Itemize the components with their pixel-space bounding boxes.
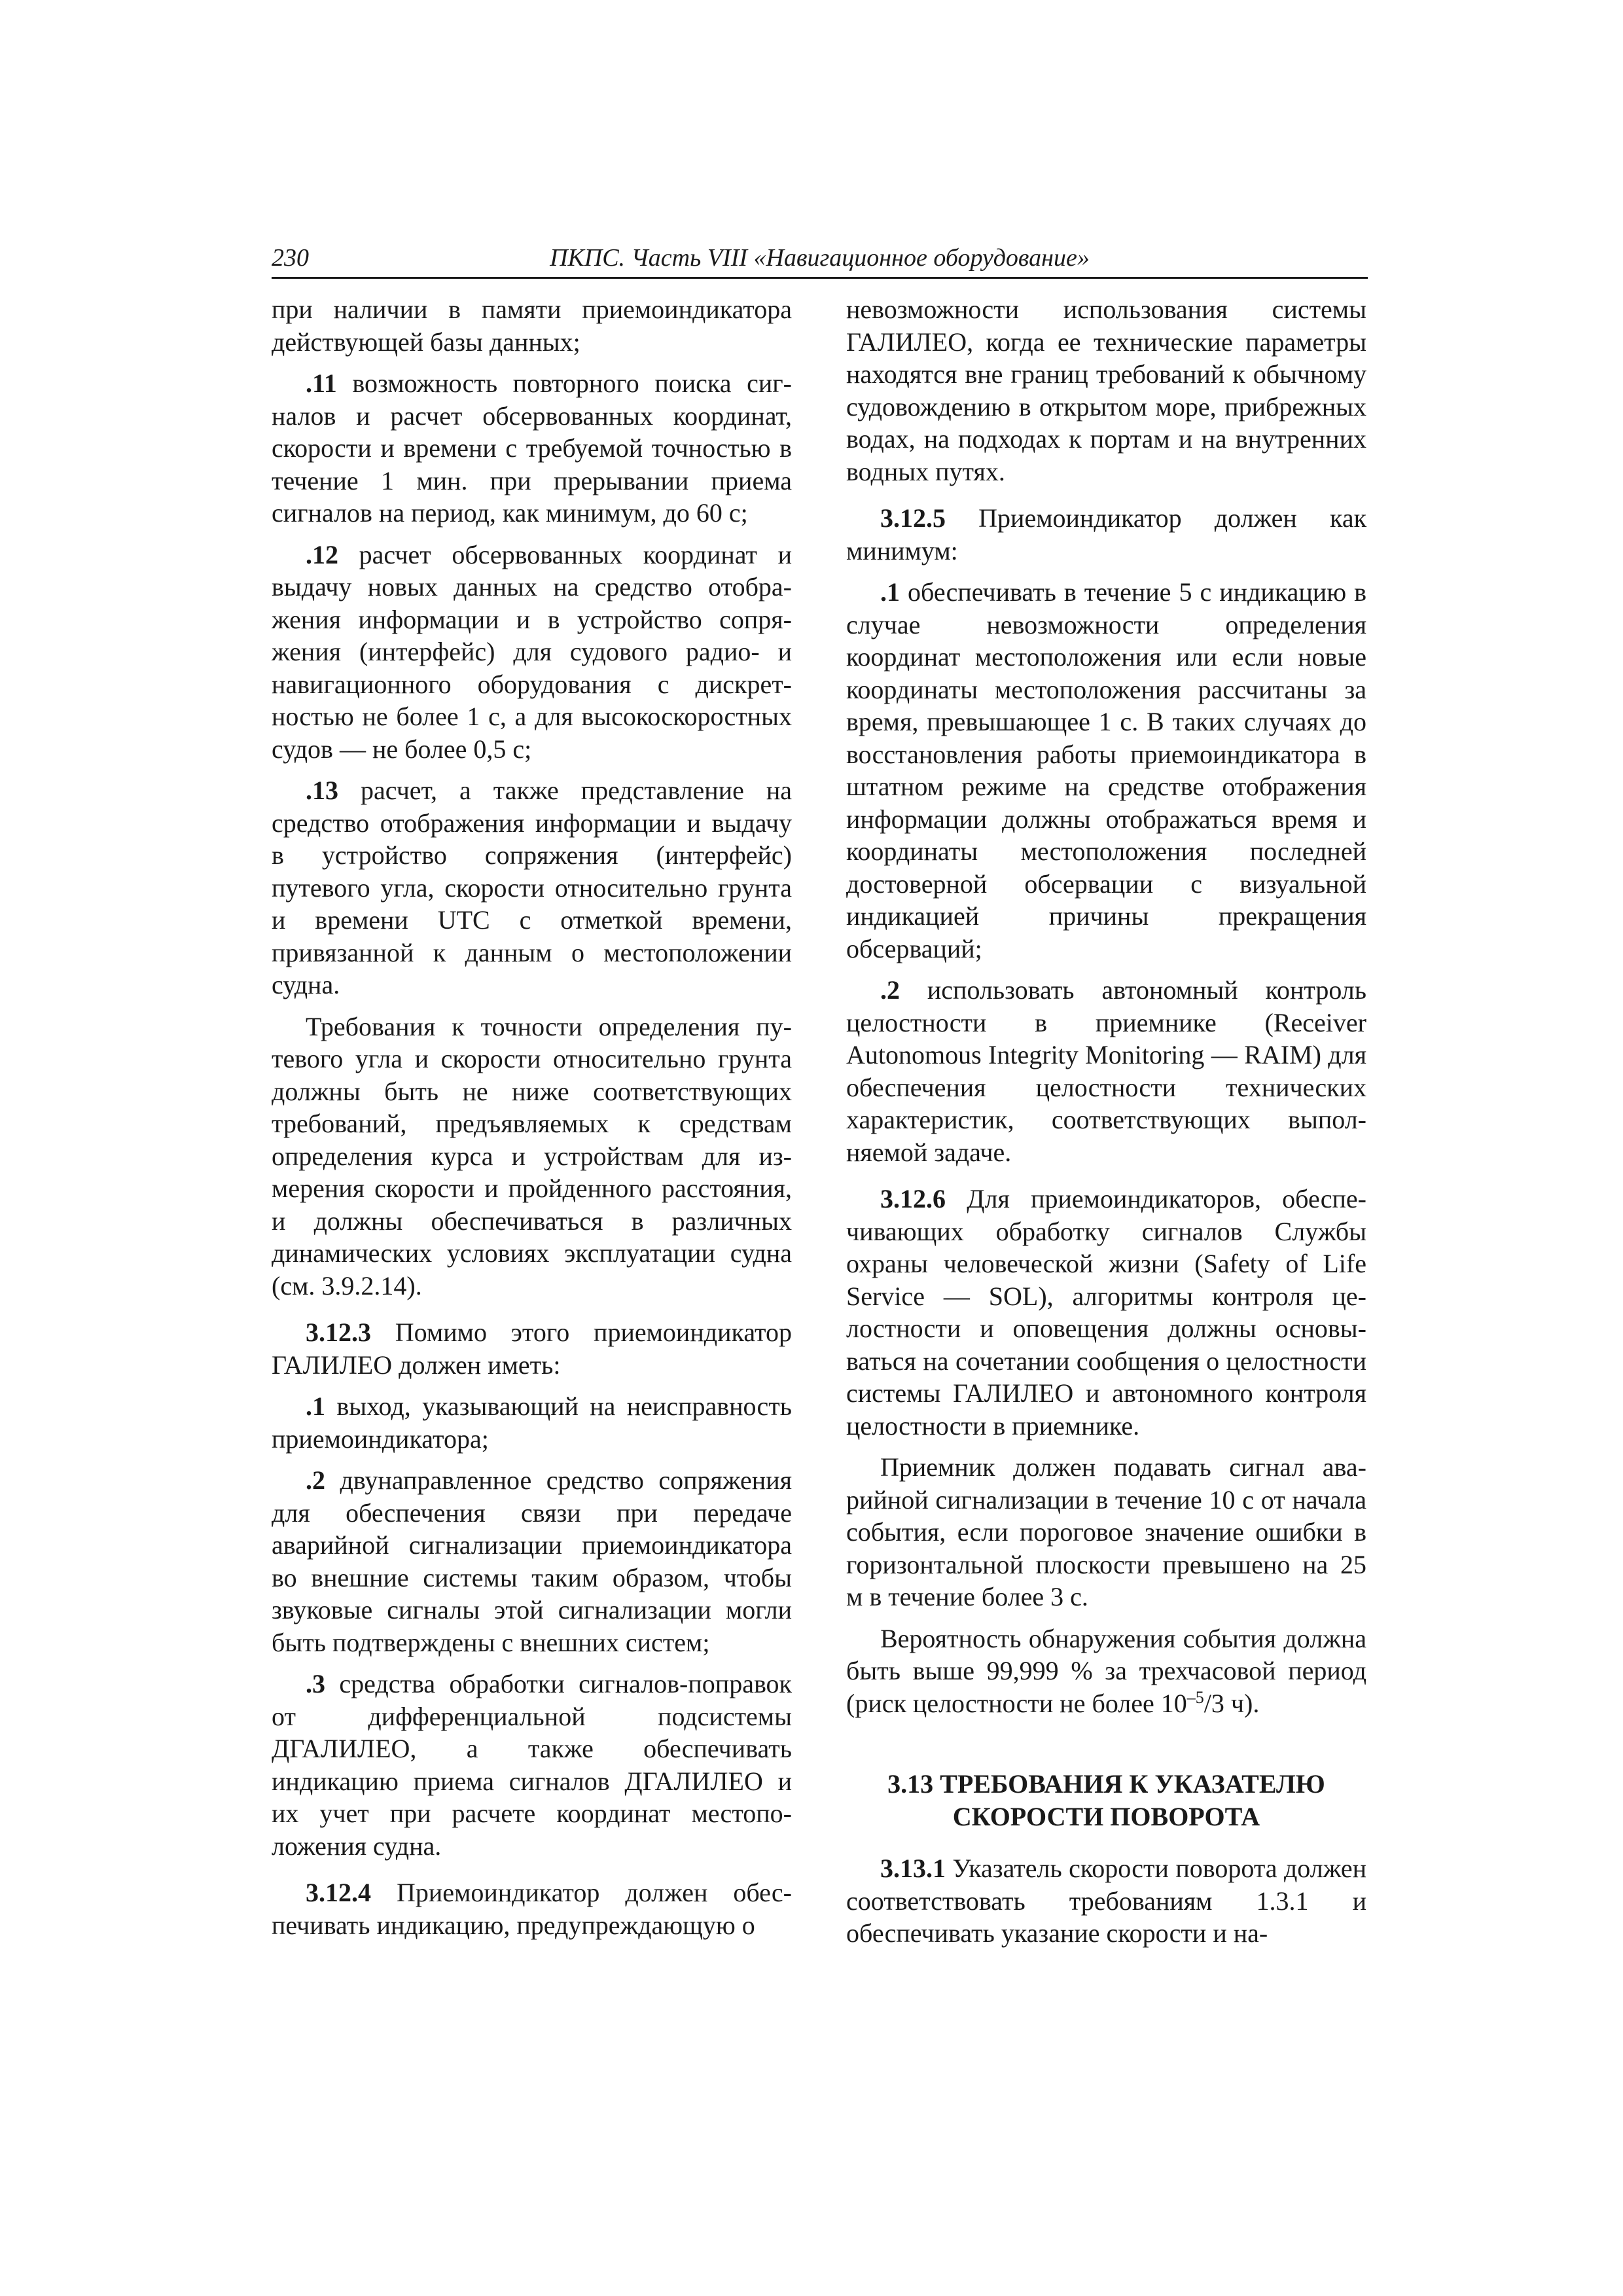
paragraph-3-13-1 — [846, 1852, 1366, 1950]
section-number: 3.12.4 — [306, 1878, 371, 1907]
paragraph-text: средства обработки сигналов-поправок от дифференциальной подсистемы ДГАЛИЛЕО, а также обеспечивать индикацию приема сигналов ДГАЛИЛЕО и их учет при расчете координат местоположения судна. — [272, 1669, 792, 1861]
paragraph-item-2 — [272, 1464, 792, 1659]
paragraph-text: Требования к точности определения путевого угла и скорости относительно грунта должны быть не ниже соответствующих требований, предъявляемых к средствам определения курса и устройствам для измерения скорости и пройденного расстояния, и должны обеспечиваться в различных динамических условиях эксплуатации судна (см. 3.9.2.14). — [272, 1011, 792, 1300]
section-heading-3-13 — [846, 1768, 1366, 1833]
heading-line: СКОРОСТИ ПОВОРОТА — [952, 1801, 1260, 1831]
paragraph-3-12-6 — [846, 1183, 1366, 1442]
paragraph-text: Приемоиндикатор должен как минимум: — [846, 503, 1366, 565]
paragraph-text: расчет обсервованных координат и выдачу новых данных на средство отображения информации и в устройство сопряжения (интерфейс) для судового радио- и навигационного оборудования с дискретностью не более 1 с, а для высокоскоростных судов — не более 0,5 с; — [272, 539, 792, 764]
paragraph-text: /3 ч). — [1204, 1688, 1260, 1718]
paragraph-text: Вероятность обнаружения события должна быть выше 99,999 % за трехчасовой период (риск целостности не более 10 — [846, 1623, 1366, 1718]
paragraph-item-1 — [846, 576, 1366, 965]
paragraph — [272, 293, 792, 358]
item-number: .2 — [880, 975, 900, 1005]
paragraph-text: невозможности использования системы ГАЛИЛЕО, когда ее технические параметры находятся вне границ требований к обычному судовождению в открытом море, прибрежных водах, на подходах к портам и на внутренних водных путях. — [846, 295, 1366, 486]
paragraph-text: при наличии в памяти приемоиндикатора действующей базы данных; — [272, 295, 792, 357]
paragraph-text: Указатель скорости поворота должен соответствовать требованиям 1.3.1 и обеспечивать указание скорости и на- — [846, 1854, 1366, 1948]
paragraph-text: выход, указывающий на неисправность приемоиндикатора; — [272, 1391, 792, 1454]
page-number: 230 — [272, 244, 309, 272]
paragraph — [846, 293, 1366, 488]
item-number: .12 — [306, 539, 338, 569]
section-number: 3.13.1 — [880, 1854, 946, 1883]
paragraph-text: двунаправленное средство сопряжения для обеспечения связи при передаче аварийной сигнализации приемоиндикатора во внешние системы таким образом, чтобы звуковые сигналы этой сигнализации могли быть подтверждены с внешних систем; — [272, 1465, 792, 1657]
paragraph-text: обеспечивать в течение 5 с индикацию в случае невозможности определения координат местоположения или если новые координаты местоположения рассчитаны за время, превышающее 1 с. В таких случаях до восстановления работы приемоиндикатора в штатном режиме на средстве отображения информации должны отображаться время и координаты местоположения последней достоверной обсервации с визуальной индикацией причины прекращения обсерваций; — [846, 577, 1366, 963]
paragraph — [846, 1451, 1366, 1613]
superscript: –5 — [1186, 1687, 1204, 1707]
paragraph-item-3 — [272, 1668, 792, 1862]
paragraph-text: Для приемоиндикаторов, обеспечивающих обработку сигналов Службы охраны человеческой жизни (Safety of Life Service — SOL), алгоритмы контроля целостности и оповещения должны основываться на сочетании сообщения о целостности системы ГАЛИЛЕО и автономного контроля целостности в приемнике. — [846, 1184, 1366, 1441]
paragraph-3-12-3 — [272, 1316, 792, 1381]
item-number: .2 — [306, 1465, 325, 1495]
item-number: .11 — [306, 368, 337, 398]
item-number: .1 — [880, 577, 900, 607]
left-column — [272, 293, 792, 1950]
paragraph-item-13 — [272, 774, 792, 1001]
paragraph-text: возможность повторного поиска сигналов и расчет обсервованных координат, скорости и времени с требуемой точностью в течение 1 мин. при прерывании приема сигналов на период, как минимум, до 60 с; — [272, 368, 792, 528]
item-number: .13 — [306, 776, 338, 805]
paragraph-item-1 — [272, 1390, 792, 1455]
section-number: 3.12.5 — [880, 503, 946, 533]
paragraph-text: использовать автономный контроль целостности в приемнике (Receiver Autonomous Integrity Monitoring — RAIM) для обеспечения целостности технических характеристик, соответствующих выполняемой задаче. — [846, 975, 1366, 1167]
paragraph-3-12-5 — [846, 502, 1366, 567]
paragraph-text: Приемоиндикатор должен обеспечивать индикацию, предупреждающую о — [272, 1878, 792, 1940]
running-title: ПКПС. Часть VIII «Навигационное оборудование» — [550, 244, 1090, 272]
paragraph-item-2 — [846, 974, 1366, 1168]
item-number: .3 — [306, 1669, 325, 1698]
paragraph-text: Приемник должен подавать сигнал аварийной сигнализации в течение 10 с от начала события, если пороговое значение ошибки в горизонтальной плоскости превышено на 25 м в течение более 3 с. — [846, 1452, 1366, 1611]
paragraph-3-12-4 — [272, 1876, 792, 1941]
section-number: 3.12.3 — [306, 1318, 371, 1347]
paragraph — [272, 1011, 792, 1302]
paragraph-item-11 — [272, 367, 792, 529]
heading-line: 3.13 ТРЕБОВАНИЯ К УКАЗАТЕЛЮ — [887, 1769, 1325, 1799]
paragraph-item-12 — [272, 539, 792, 766]
page-header — [272, 239, 1368, 279]
right-column — [846, 293, 1366, 1959]
section-number: 3.12.6 — [880, 1184, 946, 1213]
item-number: .1 — [306, 1391, 325, 1421]
paragraph-text: Помимо этого приемоиндикатор ГАЛИЛЕО должен иметь: — [272, 1318, 792, 1380]
paragraph-text: расчет, а также представление на средство отображения информации и выдачу в устройство сопряжения (интерфейс) путевого угла, скорости относительно грунта и времени UTC с отметкой времени, привязанной к данным о местоположении судна. — [272, 776, 792, 999]
paragraph — [846, 1623, 1366, 1720]
